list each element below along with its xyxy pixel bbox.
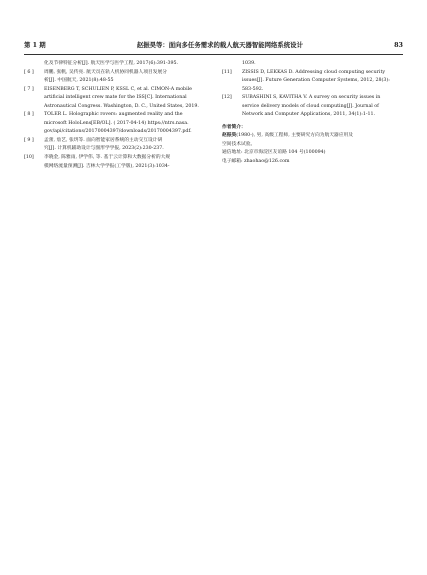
reference-11: [222, 69, 404, 95]
reference-continuation: 化及节律特征分析[J]. 航天医学与医学工程, 2017(6):391-395.: [44, 61, 179, 66]
header-rule: [24, 54, 403, 55]
reference-line: 周鹏, 张帆, 吴传亮. 航天员在轨人机协同机器人项目发展分: [44, 69, 168, 75]
reference-line: issues[J]. Future Generation Computer Systems, 2012, 28(3):: [242, 78, 390, 84]
reference-line: 583-592.: [242, 86, 264, 92]
reference-number: [10]: [24, 155, 34, 161]
reference-line: 李晓金, 陈雅雨, 伊学伟, 等. 基于云计算和大数据分析的大规: [44, 155, 171, 161]
issue-number: 第 1 期: [24, 41, 46, 49]
reference-line: artificial intelligent crew mate for the ISS[C]. International: [44, 95, 187, 101]
reference-9: [24, 137, 206, 154]
reference-line: microsoft HoloLens[EB/OL]. ( 2017-04-14) https://ntrs.nasa.: [44, 120, 189, 126]
reference-10: [24, 154, 206, 171]
author-bio-text: (1980-), 男, 高级工程师, 主要研究方向为航天器应用及: [236, 133, 353, 139]
reference-line: service delivery models of cloud computing[J]. Journal of: [242, 103, 379, 109]
running-header: [24, 38, 403, 51]
author-name: 赵振昊: [222, 133, 237, 139]
reference-line: 析[J]. 中国航天, 2021(8):48-55: [44, 78, 114, 84]
reference-line: Network and Computer Applications, 2011, 34(1):1-11.: [242, 112, 376, 118]
reference-line: ZISSIS D, LEKKAS D. Addressing cloud computing security: [242, 69, 386, 75]
reference-number: [ 6 ]: [24, 69, 34, 75]
author-bio-line: 空间技术试验。: [222, 141, 256, 147]
author-bio-heading: 作者简介：: [222, 124, 246, 130]
reference-line: 究[J]. 计算机辅助设计与图形学学报, 2023(2):230-237.: [44, 146, 164, 152]
reference-continuation: 1039.: [242, 61, 256, 66]
page-number: 83: [394, 40, 403, 49]
reference-number: [12]: [222, 95, 232, 101]
right-column: [222, 60, 404, 167]
reference-number: [ 8 ]: [24, 112, 34, 118]
reference-line: TOLER L. Holographic rovers: augmented reality and the: [44, 112, 183, 118]
reference-8: [24, 111, 206, 137]
author-address: 通信地址: 北京市海淀区友谊路 104 号(100094): [222, 150, 326, 156]
reference-number: [11]: [222, 69, 232, 75]
reference-line: 模网络流量预测[J]. 吉林大学学报(工学版), 2021(3):1034-: [44, 163, 170, 169]
author-email: 电子邮箱: zhaohao@126.com: [222, 159, 290, 165]
reference-line: 孟蕾, 詹艺, 张玥等. 面向智能家居系统的主动交互设计研: [44, 137, 163, 143]
reference-line: EISENBERG T, SCHULIEN P, KSSL C, et al. CIMON-A mobile: [44, 86, 192, 92]
running-title: 赵振昊等：面向多任务需求的载人航天器智能网络系统设计: [136, 41, 303, 49]
reference-12: [222, 94, 404, 120]
reference-7: [24, 86, 206, 112]
reference-number: [ 7 ]: [24, 86, 34, 92]
reference-number: [ 9 ]: [24, 137, 34, 143]
reference-line: gov/api/citations/20170004397/downloads/20170004397.pdf.: [44, 129, 192, 135]
reference-line: Astronautical Congress. Washington, D. C., United States, 2019.: [44, 103, 199, 109]
left-column: [24, 60, 206, 171]
reference-line: SUBASHINI S, KAVITHA V. A survey on security issues in: [242, 95, 381, 101]
author-bio-line: [222, 132, 404, 141]
reference-6: [24, 69, 206, 86]
